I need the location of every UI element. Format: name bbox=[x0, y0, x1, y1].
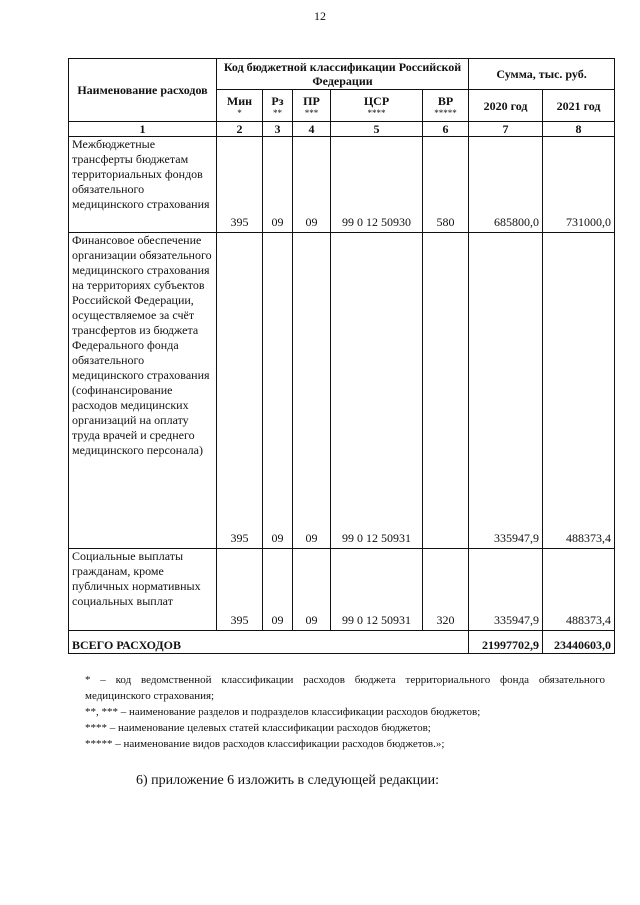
min-code: 395 bbox=[217, 233, 263, 549]
footnote: * – код ведомственной классификации расходов бюджета территориального фонда обязательного медицинского страхования; bbox=[85, 674, 605, 702]
column-numbers-row bbox=[69, 122, 615, 137]
expense-name: Социальные выплаты гражданам, кроме публичных нормативных социальных выплат bbox=[69, 549, 217, 631]
total-row bbox=[69, 631, 615, 654]
amount-2021: 488373,4 bbox=[543, 233, 615, 549]
pr-code: 09 bbox=[293, 233, 331, 549]
header-name-col: Наименование расходов bbox=[69, 59, 217, 122]
col-number: 2 bbox=[217, 122, 263, 137]
header-rz: Рз ** bbox=[263, 90, 293, 122]
col-number: 6 bbox=[423, 122, 469, 137]
table-row bbox=[69, 233, 615, 549]
min-code: 395 bbox=[217, 137, 263, 233]
footnote: **** – наименование целевых статей классификации расходов бюджетов; bbox=[85, 722, 431, 734]
col-number: 5 bbox=[331, 122, 423, 137]
header-csr: ЦСР **** bbox=[331, 90, 423, 122]
total-2020: 21997702,9 bbox=[469, 631, 543, 654]
expense-name: Финансовое обеспечение организации обязательного медицинского страхования на территориях субъектов Российской Федерации, осуществляемое за счёт трансфертов из бюджета Федерального фонда обязательного медицинского страхования (софинансирование расходов медицинских организаций на оплату труда врачей и среднего медицинского персонала) bbox=[69, 233, 217, 549]
csr-code: 99 0 12 50931 bbox=[331, 233, 423, 549]
header-code-group: Код бюджетной классификации Российской Федерации bbox=[217, 59, 469, 90]
header-2021: 2021 год bbox=[543, 90, 615, 122]
col-number: 4 bbox=[293, 122, 331, 137]
csr-code: 99 0 12 50931 bbox=[331, 549, 423, 631]
col-number: 3 bbox=[263, 122, 293, 137]
col-number: 7 bbox=[469, 122, 543, 137]
pr-code: 09 bbox=[293, 137, 331, 233]
footnote: ***** – наименование видов расходов классификации расходов бюджетов.»; bbox=[85, 738, 445, 750]
pr-code: 09 bbox=[293, 549, 331, 631]
amount-2021: 731000,0 bbox=[543, 137, 615, 233]
header-2020: 2020 год bbox=[469, 90, 543, 122]
vr-code: 320 bbox=[423, 549, 469, 631]
rz-code: 09 bbox=[263, 137, 293, 233]
total-2021: 23440603,0 bbox=[543, 631, 615, 654]
vr-code bbox=[423, 233, 469, 549]
header-pr: ПР *** bbox=[293, 90, 331, 122]
header-min: Мин * bbox=[217, 90, 263, 122]
expense-name: Межбюджетные трансферты бюджетам территориальных фондов обязательного медицинского страхования bbox=[69, 137, 217, 233]
budget-expenses-table bbox=[68, 58, 615, 654]
footnote: **, *** – наименование разделов и подразделов классификации расходов бюджетов; bbox=[85, 706, 481, 718]
col-number: 1 bbox=[69, 122, 217, 137]
rz-code: 09 bbox=[263, 233, 293, 549]
closing-line: 6) приложение 6 изложить в следующей редакции: bbox=[136, 773, 439, 788]
amount-2020: 685800,0 bbox=[469, 137, 543, 233]
rz-code: 09 bbox=[263, 549, 293, 631]
amount-2020: 335947,9 bbox=[469, 233, 543, 549]
amount-2020: 335947,9 bbox=[469, 549, 543, 631]
total-label: ВСЕГО РАСХОДОВ bbox=[69, 631, 469, 654]
table-row bbox=[69, 137, 615, 233]
header-sum-group: Сумма, тыс. руб. bbox=[469, 59, 615, 90]
header-row-top bbox=[69, 59, 615, 90]
min-code: 395 bbox=[217, 549, 263, 631]
amount-2021: 488373,4 bbox=[543, 549, 615, 631]
header-vr: ВР ***** bbox=[423, 90, 469, 122]
col-number: 8 bbox=[543, 122, 615, 137]
table-row bbox=[69, 549, 615, 631]
page-number: 12 bbox=[314, 9, 326, 23]
footnotes bbox=[85, 672, 605, 752]
csr-code: 99 0 12 50930 bbox=[331, 137, 423, 233]
vr-code: 580 bbox=[423, 137, 469, 233]
